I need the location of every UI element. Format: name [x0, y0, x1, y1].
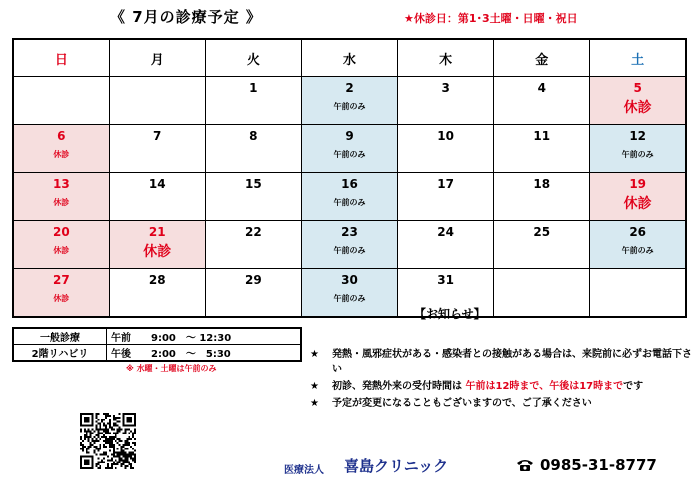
hours-table	[12, 327, 302, 362]
day-cell	[301, 173, 397, 221]
day-number: 21	[148, 225, 166, 239]
day-cell	[109, 269, 205, 318]
hours-am	[107, 328, 302, 345]
weekday-tuesday: 火	[205, 39, 301, 77]
day-cell	[494, 77, 590, 125]
day-number: 9	[345, 129, 354, 143]
day-cell	[590, 77, 686, 125]
day-cell	[590, 221, 686, 269]
morning-only-label: 午前のみ	[333, 246, 366, 255]
am-label: 午前	[111, 333, 131, 344]
day-cell	[590, 173, 686, 221]
hours-pm	[107, 345, 302, 362]
weekday-thursday: 木	[398, 39, 494, 77]
week-row	[13, 125, 686, 173]
day-number: 25	[533, 225, 551, 239]
day-number: 29	[245, 273, 262, 287]
day-cell	[205, 269, 301, 318]
day-cell	[13, 125, 109, 173]
notice-text: 発熱・風邪症状がある・感染者との接触がある場合は、来院前に必ずお電話下さい	[332, 349, 692, 375]
day-number: 16	[341, 177, 358, 191]
day-cell	[398, 77, 494, 125]
day-cell	[13, 173, 109, 221]
dept-rehab: 2階リハビリ	[13, 345, 107, 362]
pm-time: 2:00 ～ 5:30	[151, 349, 231, 360]
closed-label: 休診	[53, 198, 70, 207]
day-number: 3	[441, 81, 450, 95]
day-cell	[109, 221, 205, 269]
closed-label: 休診	[623, 100, 652, 116]
weekday-saturday: 土	[590, 39, 686, 77]
day-number: 10	[437, 129, 454, 143]
morning-only-label: 午前のみ	[333, 198, 366, 207]
day-cell	[398, 125, 494, 173]
day-cell	[590, 269, 686, 318]
notice-title: 【お知らせ】	[414, 307, 486, 321]
clinic-name: 喜島クリニック	[344, 457, 449, 475]
day-cell	[13, 269, 109, 318]
day-cell	[109, 173, 205, 221]
pm-label: 午後	[111, 349, 131, 360]
day-number: 24	[437, 225, 454, 239]
notice-item	[310, 396, 695, 411]
notice-item	[310, 379, 695, 394]
telephone-icon	[516, 458, 534, 472]
day-number: 19	[629, 177, 647, 191]
corporation-label: 医療法人	[284, 465, 324, 476]
weekday-monday: 月	[109, 39, 205, 77]
day-number: 2	[345, 81, 354, 95]
notice-text: 予定が変更になることもございますので、ご了承ください	[332, 398, 592, 409]
closed-label: 休診	[53, 294, 70, 303]
day-cell	[301, 269, 397, 318]
day-cell	[109, 77, 205, 125]
star-icon: ★	[310, 381, 319, 392]
weekday-header-row	[13, 39, 686, 77]
day-cell	[205, 221, 301, 269]
day-cell	[494, 269, 590, 318]
page-title: 《 7月の診療予定 》	[110, 8, 262, 26]
day-number: 14	[148, 177, 166, 191]
morning-only-label: 午前のみ	[333, 294, 366, 303]
day-cell	[205, 173, 301, 221]
dept-general: 一般診療	[13, 328, 107, 345]
morning-only-label: 午前のみ	[621, 246, 654, 255]
am-time: 9:00 ～ 12:30	[151, 333, 232, 344]
day-cell	[301, 221, 397, 269]
day-number: 17	[437, 177, 454, 191]
closed-days-note: ★休診日：第1･3土曜・日曜・祝日	[404, 12, 578, 25]
day-number: 13	[52, 177, 70, 191]
day-number: 30	[341, 273, 358, 287]
day-cell	[13, 77, 109, 125]
day-cell	[494, 221, 590, 269]
day-cell	[109, 125, 205, 173]
notice-text: 初診、発熱外来の受付時間は	[332, 381, 466, 392]
day-number: 7	[153, 129, 162, 143]
qr-code-icon[interactable]	[80, 413, 136, 469]
day-cell	[398, 173, 494, 221]
day-number: 27	[52, 273, 70, 287]
day-number: 18	[533, 177, 551, 191]
calendar-table	[12, 38, 687, 318]
day-cell	[13, 221, 109, 269]
week-row	[13, 173, 686, 221]
notice-list	[310, 347, 695, 413]
day-number: 28	[148, 273, 166, 287]
day-cell	[205, 77, 301, 125]
notice-highlight: 午前は12時まで、午後は17時まで	[465, 381, 624, 392]
day-number: 6	[57, 129, 66, 143]
weekday-sunday: 日	[13, 39, 109, 77]
closed-label: 休診	[143, 244, 172, 260]
day-cell	[494, 125, 590, 173]
day-number: 26	[629, 225, 647, 239]
day-number: 20	[52, 225, 70, 239]
day-number: 15	[245, 177, 262, 191]
closed-label: 休診	[623, 196, 652, 212]
star-icon: ★	[310, 349, 319, 360]
star-icon: ★	[310, 398, 319, 409]
day-cell	[205, 125, 301, 173]
closed-label: 休診	[53, 246, 70, 255]
morning-only-label: 午前のみ	[333, 102, 366, 111]
weekday-wednesday: 水	[301, 39, 397, 77]
notice-text-end: です	[623, 381, 644, 392]
day-number: 11	[533, 129, 551, 143]
day-cell	[301, 125, 397, 173]
day-number: 5	[633, 81, 642, 95]
week-row	[13, 269, 686, 318]
weekday-friday: 金	[494, 39, 590, 77]
day-cell	[301, 77, 397, 125]
week-row	[13, 221, 686, 269]
closed-label: 休診	[53, 150, 70, 159]
day-number: 22	[245, 225, 262, 239]
day-number: 4	[537, 81, 546, 95]
morning-only-label: 午前のみ	[333, 150, 366, 159]
day-number: 1	[249, 81, 258, 95]
day-number: 23	[341, 225, 358, 239]
day-number: 8	[249, 129, 258, 143]
day-cell	[494, 173, 590, 221]
notice-item	[310, 347, 695, 377]
phone-number[interactable]: 0985-31-8777	[540, 456, 657, 474]
day-cell	[398, 221, 494, 269]
day-number: 12	[629, 129, 647, 143]
week-row	[13, 77, 686, 125]
day-cell	[590, 125, 686, 173]
hours-note: ※ 水曜・土曜は午前のみ	[126, 364, 217, 373]
morning-only-label: 午前のみ	[621, 150, 654, 159]
day-number: 31	[437, 273, 454, 287]
